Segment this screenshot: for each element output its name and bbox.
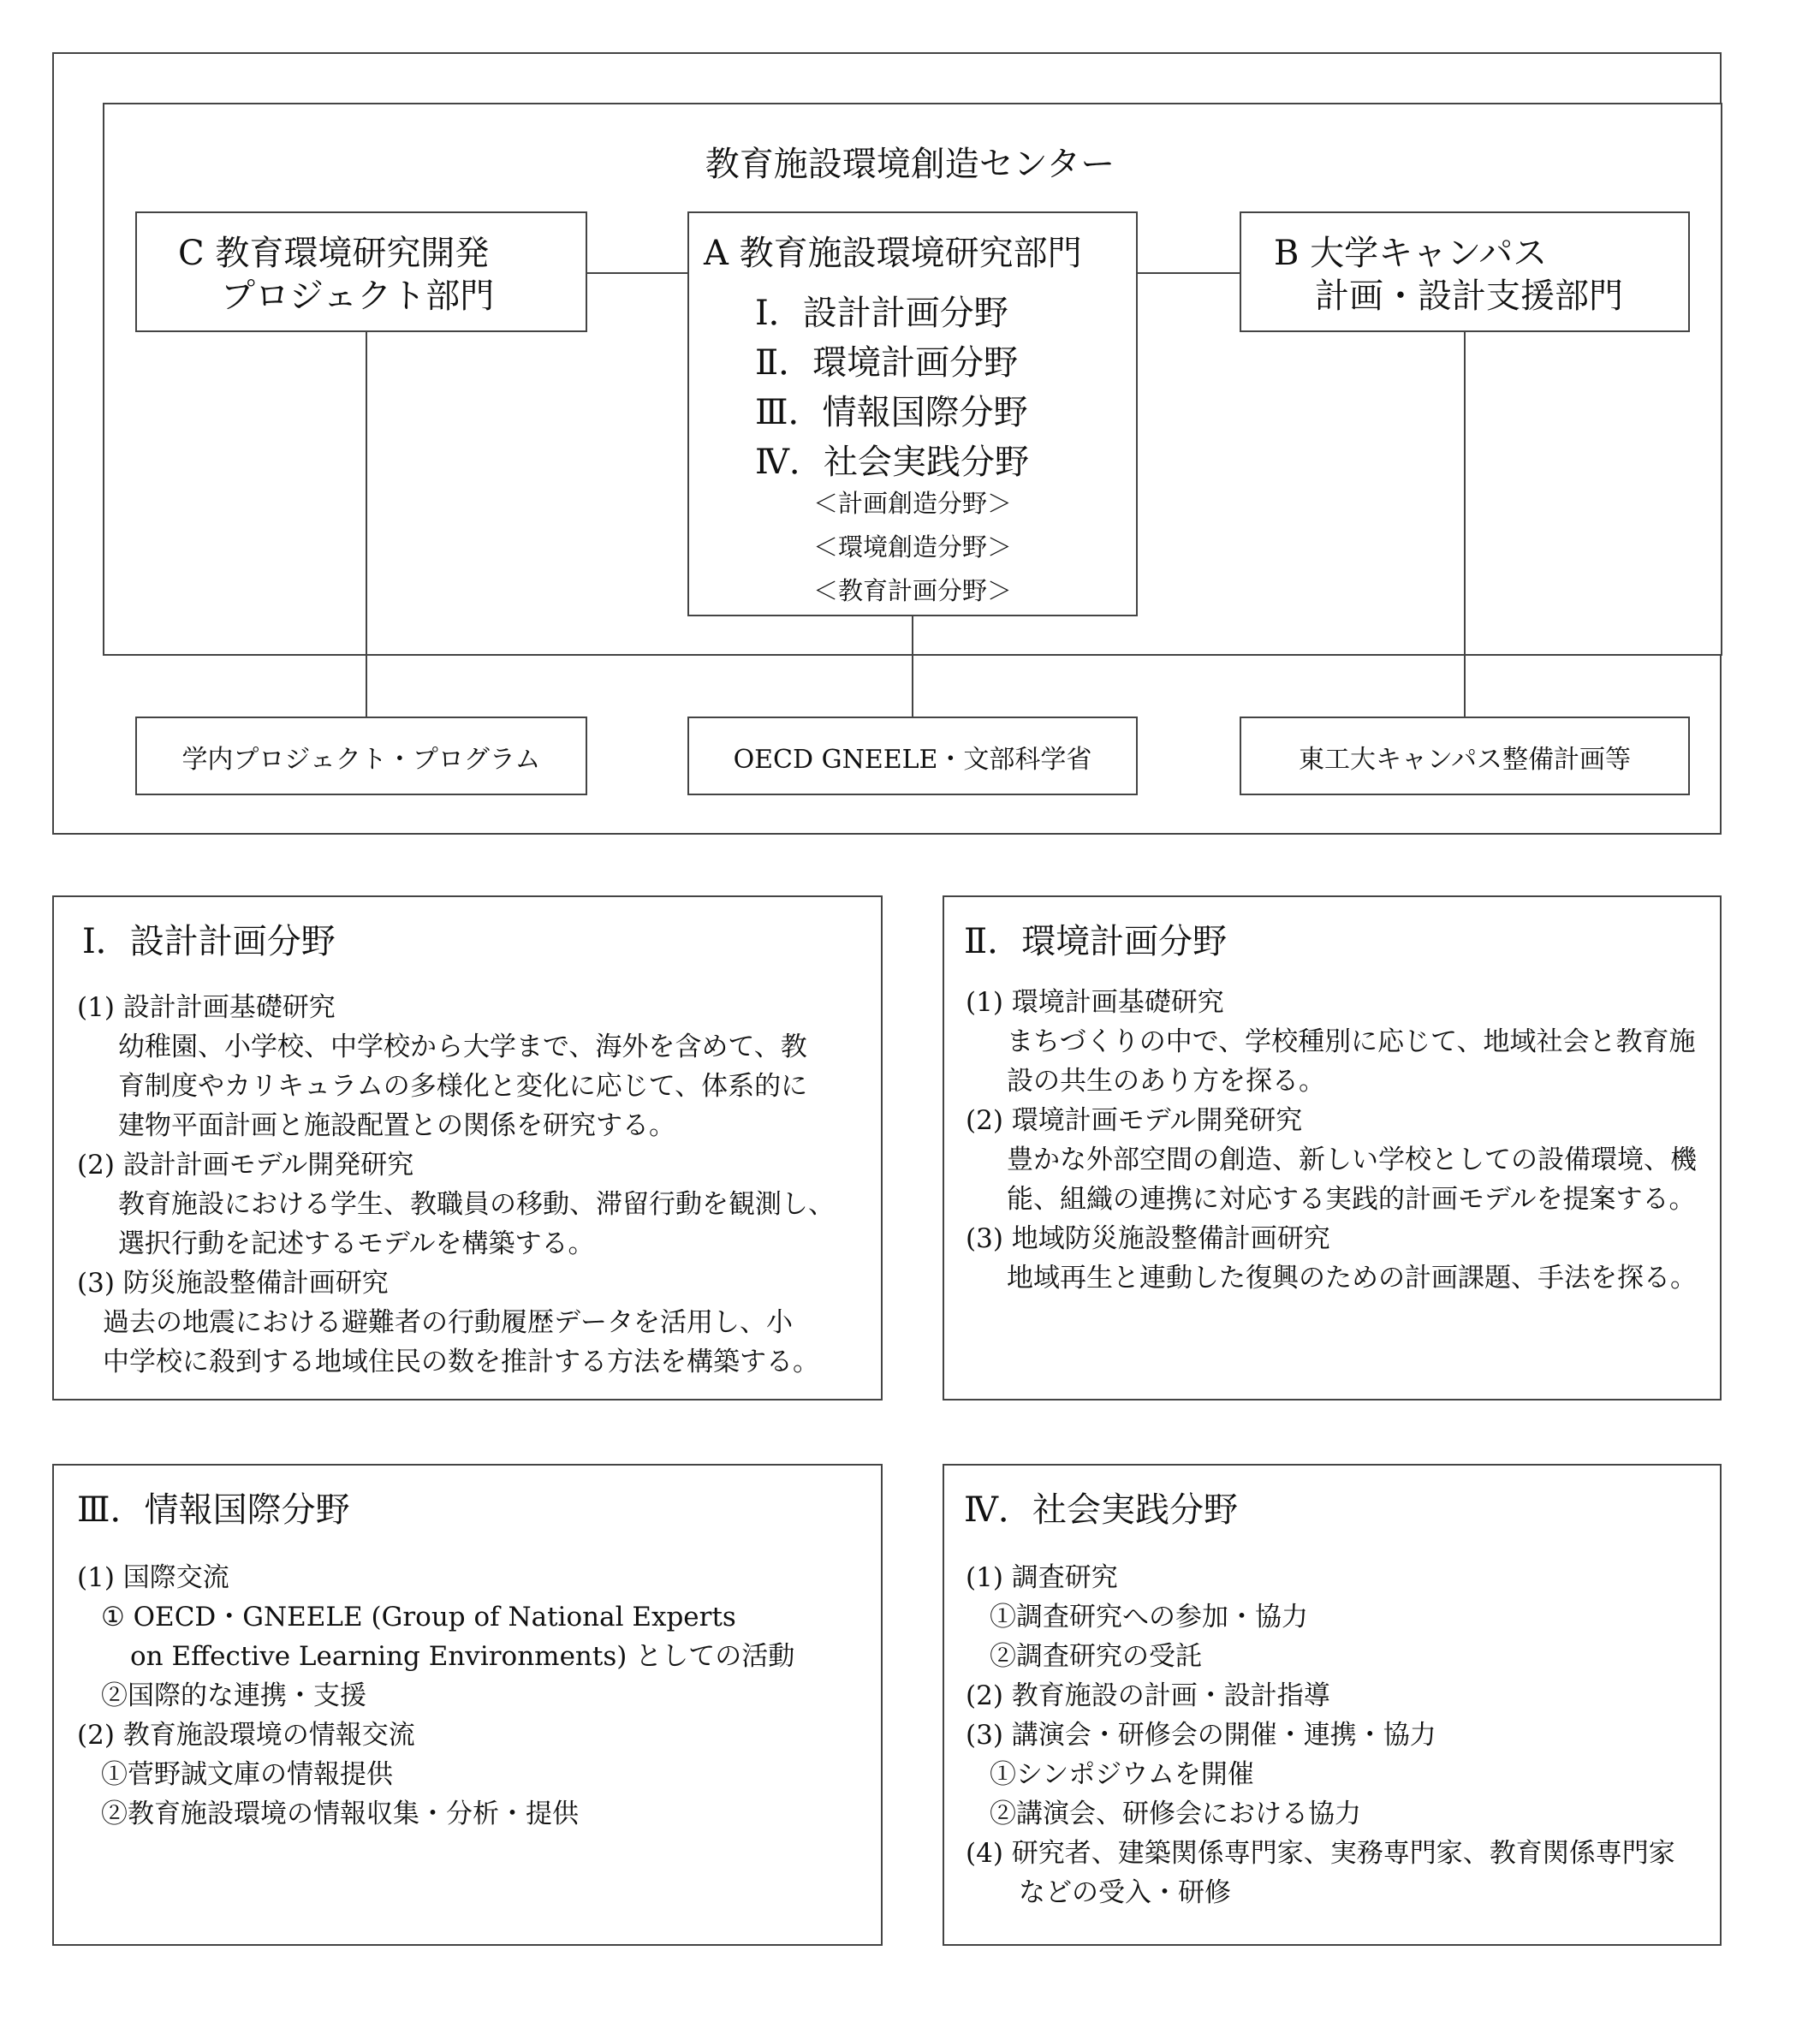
panel1-line: 育制度やカリキュラムの多様化と変化に応じて、体系的に [118, 1071, 808, 1102]
panel4-line: などの受入・研修 [1019, 1877, 1231, 1908]
panel2-line: 能、組織の連携に対応する実践的計画モデルを提案する。 [1007, 1184, 1696, 1215]
bottom-right-label: 東工大キャンパス整備計画等 [1299, 745, 1631, 775]
panel1-line: (2) 設計計画モデル開発研究 [77, 1150, 414, 1180]
panel4-body [966, 1558, 1675, 1912]
panel1-line: 幼稚園、小学校、中学校から大学まで、海外を含めて、教 [118, 1032, 807, 1062]
panel3-line: (1) 国際交流 [77, 1562, 229, 1593]
panel3-line: on Effective Learning Environments) としての活動 [130, 1641, 795, 1672]
dept-c-line1: C 教育環境研究開発 [178, 234, 490, 273]
dept-a-subfield-3: ＜教育計画分野＞ [812, 576, 1012, 605]
panel1-line: 建物平面計画と施設配置との関係を研究する。 [118, 1110, 675, 1141]
connector-c-a [586, 272, 687, 274]
panel3-line: ① OECD・GNEELE (Group of National Experts [101, 1602, 736, 1632]
dept-a-subfield-1: ＜計画創造分野＞ [812, 489, 1012, 518]
panel3-title: Ⅲ．情報国際分野 [77, 1490, 350, 1530]
connector-a-b [1136, 272, 1240, 274]
dept-b-line2: 計画・設計支援部門 [1315, 277, 1623, 316]
panel4-line: (3) 講演会・研修会の開催・連携・協力 [966, 1720, 1436, 1751]
panel4-title: Ⅳ．社会実践分野 [964, 1490, 1238, 1530]
panel4-line: (2) 教育施設の計画・設計指導 [966, 1680, 1330, 1711]
panel4-line: ①調査研究への参加・協力 [990, 1602, 1308, 1632]
panel2-line: 地域再生と連動した復興のための計画課題、手法を探る。 [1007, 1263, 1697, 1293]
dept-c-line2: プロジェクト部門 [221, 277, 495, 316]
dept-a-field-1: Ⅰ．設計計画分野 [755, 294, 1008, 333]
panel1-line: (1) 設計計画基礎研究 [77, 992, 336, 1023]
panel3-line: ①菅野誠文庫の情報提供 [101, 1759, 393, 1790]
panel2-line: (3) 地域防災施設整備計画研究 [966, 1223, 1330, 1254]
connector-c-bottom [366, 330, 367, 717]
panel3-body [77, 1558, 794, 1834]
panel2-title: Ⅱ．環境計画分野 [964, 922, 1228, 961]
bottom-left-label: 学内プロジェクト・プログラム [181, 745, 541, 775]
panel1-line: 過去の地震における避難者の行動履歴データを活用し、小 [103, 1307, 793, 1338]
panel1-line: 中学校に殺到する地域住民の数を推計する方法を構築する。 [103, 1347, 819, 1377]
panel2-line: まちづくりの中で、学校種別に応じて、地域社会と教育施 [1007, 1026, 1696, 1057]
panel1-title: Ⅰ．設計計画分野 [82, 922, 336, 961]
center-title: 教育施設環境創造センター [705, 145, 1115, 184]
dept-a-subfield-2: ＜環境創造分野＞ [812, 532, 1012, 562]
dept-a-title: A 教育施設環境研究部門 [704, 234, 1082, 273]
dept-a-field-3: Ⅲ．情報国際分野 [755, 393, 1028, 432]
panel3-line: ②教育施設環境の情報収集・分析・提供 [101, 1799, 579, 1829]
panel4-line: ①シンポジウムを開催 [990, 1759, 1254, 1790]
panel1-line: (3) 防災施設整備計画研究 [77, 1268, 389, 1299]
panel2-line: 設の共生のあり方を探る。 [1007, 1066, 1325, 1097]
panel2-line: 豊かな外部空間の創造、新しい学校としての設備環境、機 [1007, 1145, 1697, 1175]
dept-b-line1: B 大学キャンパス [1274, 234, 1548, 273]
connector-a-bottom [912, 615, 913, 717]
panel2-body [966, 983, 1697, 1298]
panel4-line: (1) 調査研究 [966, 1562, 1118, 1593]
connector-b-bottom [1464, 330, 1466, 717]
panel4-line: (4) 研究者、建築関係専門家、実務専門家、教育関係専門家 [966, 1838, 1675, 1869]
panel1-line: 教育施設における学生、教職員の移動、滞留行動を観測し、 [118, 1189, 835, 1220]
panel2-line: (2) 環境計画モデル開発研究 [966, 1105, 1303, 1136]
panel2-line: (1) 環境計画基礎研究 [966, 987, 1224, 1018]
panel4-line: ②講演会、研修会における協力 [990, 1799, 1361, 1829]
panel3-line: ②国際的な連携・支援 [101, 1680, 366, 1711]
dept-a-field-4: Ⅳ．社会実践分野 [755, 443, 1029, 482]
panel3-line: (2) 教育施設環境の情報交流 [77, 1720, 415, 1751]
dept-a-field-2: Ⅱ．環境計画分野 [755, 343, 1019, 383]
panel1-body [77, 988, 835, 1382]
panel4-line: ②調査研究の受託 [990, 1641, 1202, 1672]
panel1-line: 選択行動を記述するモデルを構築する。 [118, 1228, 595, 1259]
bottom-mid-label: OECD GNEELE・文部科学省 [733, 745, 1092, 775]
